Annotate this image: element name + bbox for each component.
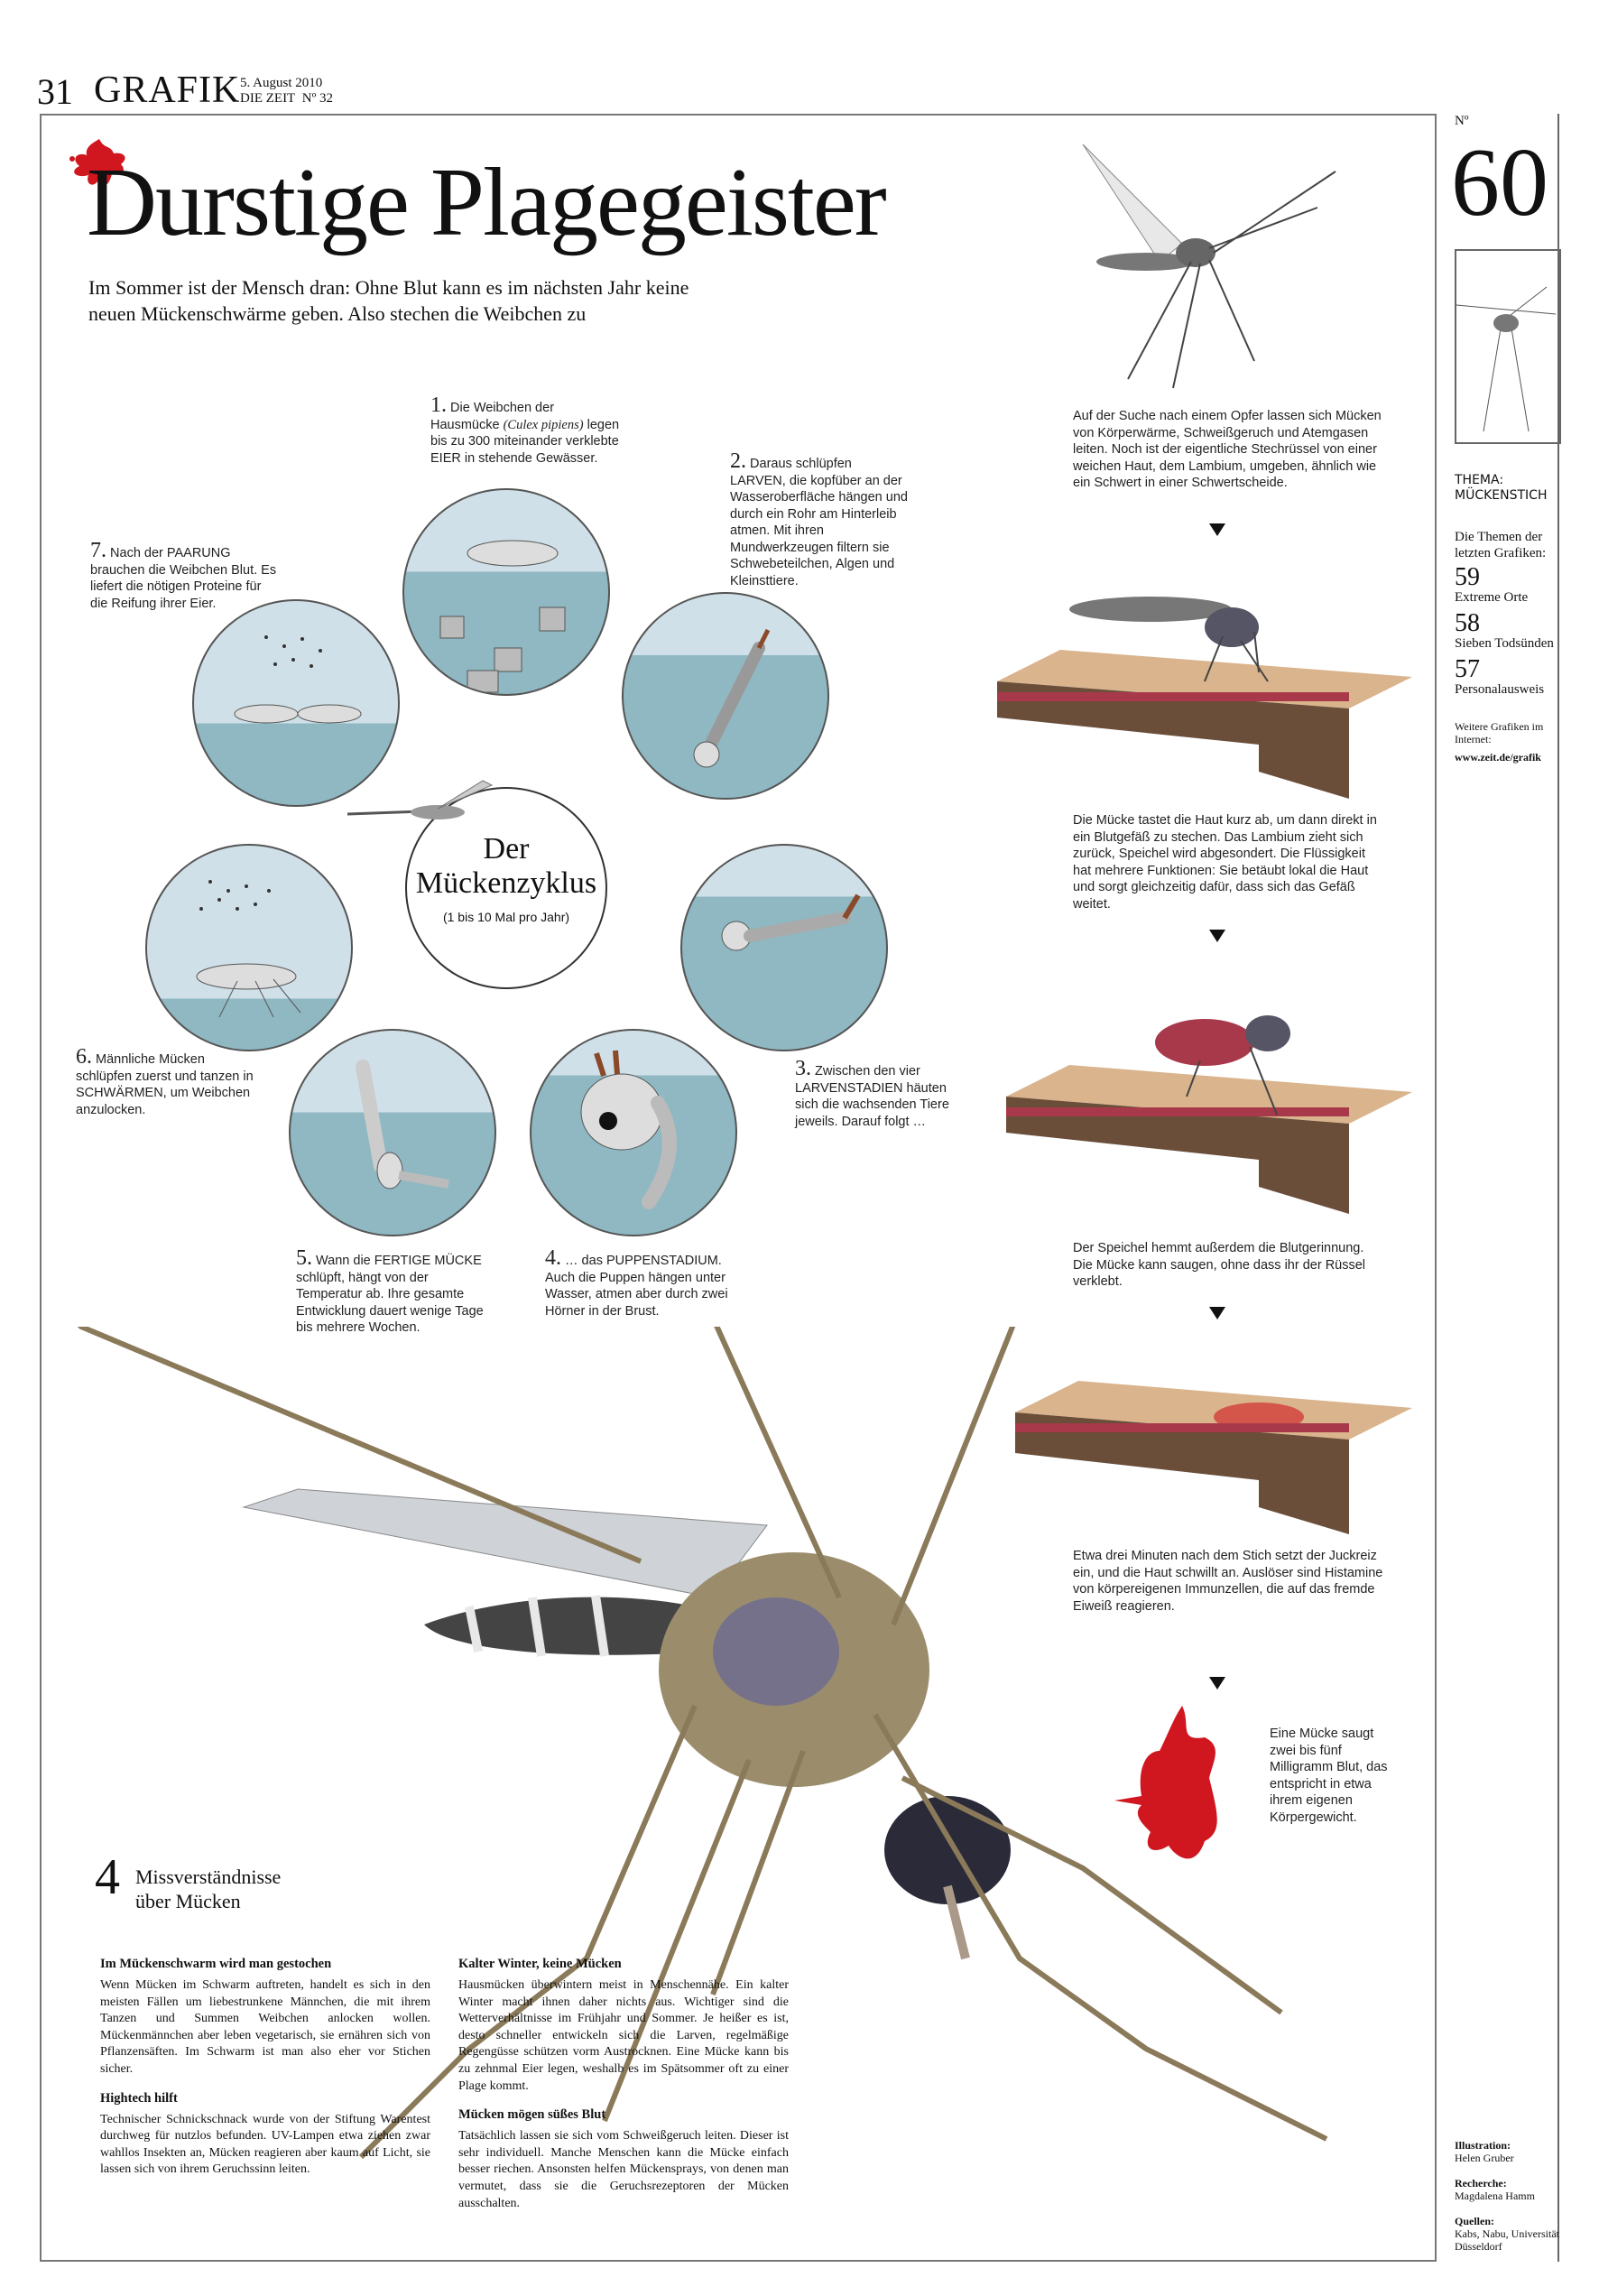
step-number: 6. <box>76 1045 92 1069</box>
cycle-step-2 <box>730 449 910 589</box>
blood-sucking-illustration <box>1006 961 1412 1232</box>
hatching-mosquito-icon <box>291 1031 496 1236</box>
publication-name: DIE ZEIT <box>240 91 296 106</box>
issue-publication <box>240 91 333 106</box>
flying-mosquito-icon <box>347 776 528 848</box>
step-number: 4. <box>545 1246 561 1270</box>
myth-title: Hightech hilft <box>100 2090 178 2106</box>
subtitle: Im Sommer ist der Mensch dran: Ohne Blut kann es im nächsten Jahr keine neuen Mückenschwärme geben. Also stechen die Weibchen zu <box>88 276 689 325</box>
down-arrow-icon <box>1209 523 1225 536</box>
myths-column-2 <box>458 1957 789 2225</box>
mosquito-searching-illustration <box>1074 135 1345 397</box>
step-text: Die Weibchen der Hausmücke <box>430 401 555 432</box>
cycle-step-5 <box>296 1246 485 1337</box>
cycle-circle-larva <box>622 592 829 800</box>
step-text: Wann die FERTIGE MÜCKE schlüpft, hängt von der Temperatur ab. Ihre gesamte Entwicklung dauert wenige Tage bis mehrere Wochen. <box>296 1254 484 1335</box>
credits <box>1455 2139 1559 2253</box>
mosquito-laying-eggs-icon <box>404 490 610 696</box>
myths-heading <box>135 1865 281 1913</box>
cycle-title-line1: Der <box>483 832 530 866</box>
myth-text: Technischer Schnickschnack wurde von der Stiftung Warentest durchweg für nutzlos befunden. UV-Lampen etwa ziehen zwar wahllos Insekten an, Mücken reagieren aber kaum auf Licht, sie lassen sich von ihrem Geruchssinn leiten. <box>100 2112 430 2177</box>
issue-date: 5. August 2010 <box>240 76 323 90</box>
cycle-circle-swarm <box>145 844 353 1051</box>
cycle-step-1 <box>430 393 620 467</box>
step-number: 2. <box>730 449 746 473</box>
skin-probe-illustration <box>997 546 1412 808</box>
credit-label: Quellen: <box>1455 2215 1494 2227</box>
pupa-icon <box>531 1031 737 1236</box>
blood-amount-note: Eine Mücke saugt zwei bis fünf Milligramm Blut, das entspricht in etwa ihrem eigenen Körpergewicht. <box>1270 1727 1388 1825</box>
sting-step-4-text: Etwa drei Minuten nach dem Stich setzt der Juckreiz ein, und die Haut schwillt an. Auslöser sind Histamine von körpereigenen Immunzellen, die auf das fremde Eiweiß reagieren. <box>1073 1549 1383 1614</box>
step-text: Männliche Mücken schlüpfen zuerst und tanzen in SCHWÄRMEN, um Weibchen anzulocken. <box>76 1052 254 1117</box>
sting-step-2-text: Die Mücke tastet die Haut kurz ab, um dann direkt in ein Blutgefäß zu stechen. Das Lambium zieht sich zurück, Speichel wird abgesondert. Die Flüssigkeit hat mehrere Funktionen: Sie betäubt lokal die Haut und sorgt gleichzeitig dafür, dass sich das Gefäß weitet. <box>1073 813 1377 912</box>
cycle-circle-larval-stages <box>680 844 888 1051</box>
topic-label: THEMA: <box>1455 473 1504 487</box>
recent-list <box>1455 565 1559 698</box>
credit-value: Helen Gruber <box>1455 2152 1514 2164</box>
cycle-frequency: (1 bis 10 Mal pro Jahr) <box>442 910 570 924</box>
cycle-step-6 <box>76 1045 256 1118</box>
step-text: legen bis zu 300 miteinander verklebte EIER in stehende Gewässer. <box>430 417 620 466</box>
section-title: GRAFIK <box>94 69 241 111</box>
mosquito-thumbnail-icon <box>1456 251 1559 442</box>
issue-number: Nº 32 <box>301 91 333 106</box>
myth-title: Kalter Winter, keine Mücken <box>458 1957 622 1971</box>
sting-step-3-text: Der Speichel hemmt außerdem die Blutgerinnung. Die Mücke kann saugen, ohne dass ihr der Rüssel verklebt. <box>1073 1241 1366 1289</box>
step-number: 5. <box>296 1246 312 1270</box>
cycle-title-line2: Mückenzyklus <box>415 866 597 900</box>
step-text: Daraus schlüpfen LARVEN, die kopfüber an der Wasseroberfläche hängen und durch ein Rohr am Hinterleib atmen. Mit ihren Mundwerkzeugen filtern sie Schwebeteilchen, Algen und Kleinsttiere. <box>730 457 908 588</box>
myths-heading-line1: Missverständnisse <box>135 1866 282 1888</box>
graphic-number: 60 <box>1451 129 1548 236</box>
sting-step-1-text: Auf der Suche nach einem Opfer lassen sich Mücken von Körperwärme, Schweißgeruch und Atemgasen leiten. Noch ist der eigentliche Stechrüssel von einer weichen Haut, dem Lambium, umgeben, ähnlich wie ein Schwert in einer Schwertscheide. <box>1073 409 1382 490</box>
myths-heading-line2: über Mücken <box>135 1890 241 1912</box>
credit-label: Recherche: <box>1455 2177 1507 2190</box>
website-link[interactable]: www.zeit.de/grafik <box>1455 751 1541 764</box>
larva-stage-icon <box>682 846 888 1051</box>
myth-text: Wenn Mücken im Schwarm auftreten, handelt es sich in den meisten Fällen um liebestrunkene Männchen, die mit ihrem Tanzen und Summen Weibchen anlocken wollen. Mückenmännchen aber leben vegetarisch, sie ernähren sich von Pflanzensäften. Im Schwarm ist man also eher vor Stichen sicher. <box>100 1978 430 2076</box>
more-label: Weitere Grafiken im Internet: <box>1455 720 1544 745</box>
species-name: (Culex pipiens) <box>503 417 584 432</box>
step-number: 1. <box>430 393 447 417</box>
thumbnail <box>1455 249 1561 444</box>
page-number: 31 <box>37 71 73 112</box>
cycle-circle-eggs <box>402 488 610 696</box>
recent-title: Sieben Todsünden <box>1455 636 1554 651</box>
credit-value: Magdalena Hamm <box>1455 2190 1535 2202</box>
step-number: 3. <box>795 1057 811 1080</box>
myth-text: Tatsächlich lassen sie sich vom Schweißgeruch leiten. Dieser ist sehr individuell. Manche Menschen kann die Mücke einfach besser riechen. Ansonsten helfen Mückensprays, von denen man vermutet, dass sie die Geruchsrezeptoren der Mücken ausschalten. <box>458 2129 789 2210</box>
issue-info <box>240 76 333 106</box>
recent-item[interactable] <box>1455 611 1559 652</box>
credit-label: Illustration: <box>1455 2139 1511 2152</box>
male-swarm-icon <box>147 846 353 1051</box>
step-text: … das PUPPENSTADIUM. Auch die Puppen hängen unter Wasser, atmen aber durch zwei Hörner in der Brust. <box>545 1254 728 1319</box>
recent-title: Extreme Orte <box>1455 590 1529 605</box>
topic: MÜCKENSTICH <box>1455 488 1548 503</box>
sidebar <box>1451 114 1559 2262</box>
myths-column-1 <box>100 1957 430 2191</box>
step-number: 7. <box>90 539 106 562</box>
recent-label: Die Themen der letzten Grafiken: <box>1455 530 1547 560</box>
cycle-step-4 <box>545 1246 753 1319</box>
credit-value: Kabs, Nabu, Universität Düsseldorf <box>1455 2227 1559 2253</box>
myth-text: Hausmücken überwintern meist in Menschennähe. Ein kalter Winter macht ihnen daher nichts aus. Wichtiger sind die Wetterverhältnisse im Frühjahr und Sommer. Je heißer es ist, desto schneller entwickeln sich die Larven, regelmäßige Regengüsse schützen vorm Austrocknen. Eine Mücke kann bis zu zehnmal Eier legen, weshalb es im Spätsommer oft zu einer Plage kommt. <box>458 1978 789 2093</box>
recent-num: 57 <box>1455 655 1480 683</box>
down-arrow-icon <box>1209 1307 1225 1319</box>
recent-num: 58 <box>1455 609 1480 637</box>
recent-title: Personalausweis <box>1455 682 1545 697</box>
cycle-step-3 <box>795 1057 957 1130</box>
recent-item[interactable] <box>1455 657 1559 698</box>
larva-icon <box>624 594 829 800</box>
myths-count: 4 <box>95 1849 120 1905</box>
down-arrow-icon <box>1209 930 1225 942</box>
myth-title: Im Mückenschwarm wird man gestochen <box>100 1957 332 1971</box>
cycle-circle-hatching <box>289 1029 496 1236</box>
cycle-circle-pupa <box>530 1029 737 1236</box>
step-text: Nach der PAARUNG brauchen die Weibchen Blut. Es liefert die nötigen Proteine für die Reifung ihrer Eier. <box>90 546 277 611</box>
step-text: Zwischen den vier LARVENSTADIEN häuten sich die wachsenden Tiere jeweils. Darauf folgt … <box>795 1064 949 1129</box>
cycle-step-7 <box>90 539 280 612</box>
number-label: Nº <box>1455 114 1469 128</box>
myth-title: Mücken mögen süßes Blut <box>458 2107 606 2123</box>
recent-item[interactable] <box>1455 565 1559 606</box>
recent-num: 59 <box>1455 563 1480 591</box>
page-title: Durstige Plagegeister <box>87 149 885 256</box>
